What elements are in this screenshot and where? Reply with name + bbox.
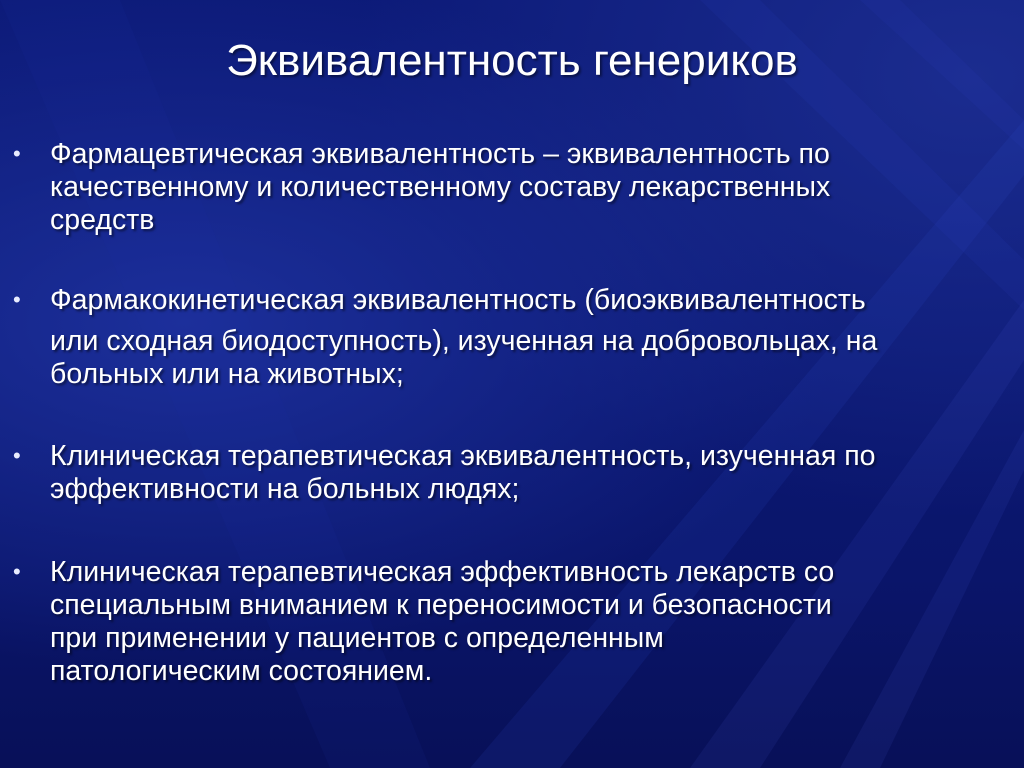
bullet-text-line: Фармакокинетическая эквивалентность (биоэквивалентность: [50, 284, 866, 316]
bullet-marker: •: [13, 287, 21, 312]
bullet-text-line: специальным вниманием к переносимости и безопасности: [50, 589, 832, 621]
bullet-marker: •: [13, 443, 21, 468]
bullet-text-line: или сходная биодоступность), изученная на добровольцах, на: [50, 325, 878, 357]
bullet-text-line: при применении у пациентов с определенным: [50, 622, 664, 654]
bullet-text-line: больных или на животных;: [50, 358, 404, 390]
bullet-text-line: Клиническая терапевтическая эффективность лекарств со: [50, 556, 835, 588]
bullet-marker: •: [13, 141, 21, 166]
bullet-text-line: качественному и количественному составу лекарственных: [50, 171, 831, 203]
bullet-text-line: Клиническая терапевтическая эквивалентность, изученная по: [50, 440, 876, 472]
bullet-text-line: эффективности на больных людях;: [50, 473, 520, 505]
bullet-text-line: средств: [50, 204, 155, 236]
bullet-text-line: патологическим состоянием.: [50, 655, 433, 687]
bullet-marker: •: [13, 559, 21, 584]
bullet-text-line: Фармацевтическая эквивалентность – эквивалентность по: [50, 138, 830, 170]
slide-title: Эквивалентность генериков: [226, 36, 798, 85]
